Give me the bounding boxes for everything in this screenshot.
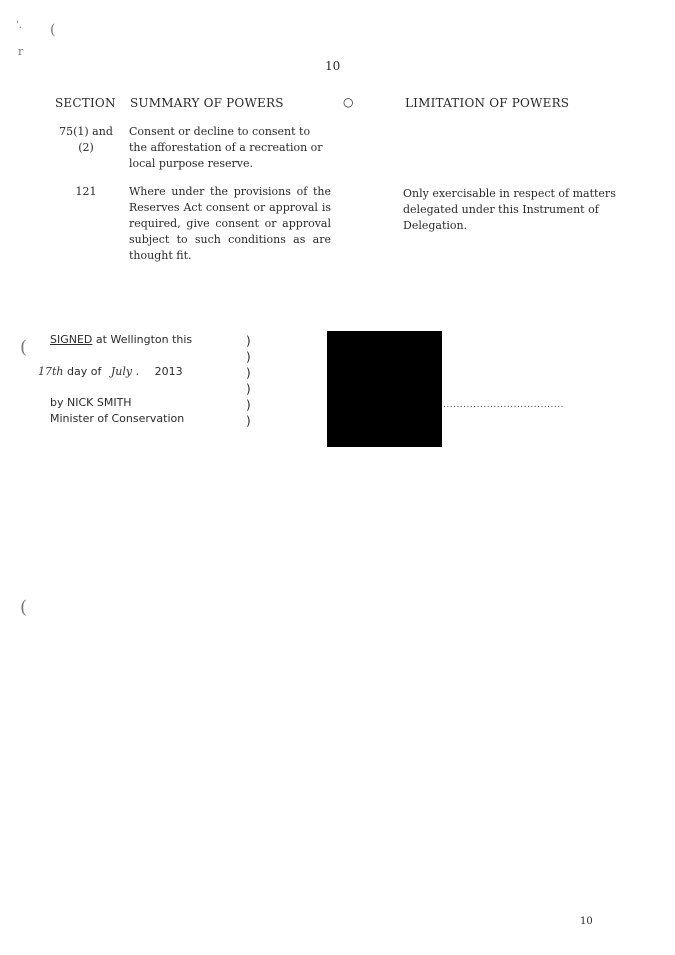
hole-punch-mark: ( [20,597,28,618]
bracket: ) [246,382,251,396]
header-summary: SUMMARY OF POWERS [130,96,284,110]
handwritten-day: 17th [38,365,64,378]
bracket: ) [246,334,251,348]
bracket: ) [246,350,251,364]
signed-location: at Wellington this [95,333,193,346]
bracket: ) [246,414,251,428]
page-number-bottom: 10 [580,916,593,927]
signatory-name: by NICK SMITH [50,396,132,409]
day-of-text: day of [67,365,102,378]
bracket: ) [246,366,251,380]
signatory-title: Minister of Conservation [50,412,185,425]
year-text: 2013 [154,365,183,378]
row-section-ref: 75(1) and (2) [59,125,113,154]
header-section: SECTION [55,96,116,110]
row-section-ref: 121 [75,185,97,198]
circle-mark: ○ [343,95,354,109]
signed-word: SIGNED [50,333,93,346]
date-line [38,364,183,380]
bracket: ) [246,398,251,412]
redacted-signature-box [327,331,442,447]
handwritten-month: July . [110,365,140,378]
scan-mark: ( [50,22,56,38]
signed-line [50,332,192,348]
scan-mark: r [18,45,24,58]
page-number-top: 10 [325,59,341,73]
row-summary: Consent or decline to consent to the afforestation of a recreation or local purpose reserve. [129,125,323,170]
hole-punch-mark: ( [20,337,28,358]
row-limitation: Only exercisable in respect of matters delegated under this Instrument of Delegation. [403,187,616,232]
header-limitation: LIMITATION OF POWERS [405,96,570,110]
scan-mark: '. [16,20,22,31]
signature-line: .................................... [443,400,564,410]
row-summary: Where under the provisions of the Reserves Act consent or approval is required, give consent or approval subject to such conditions as are thought fit. [129,185,331,262]
